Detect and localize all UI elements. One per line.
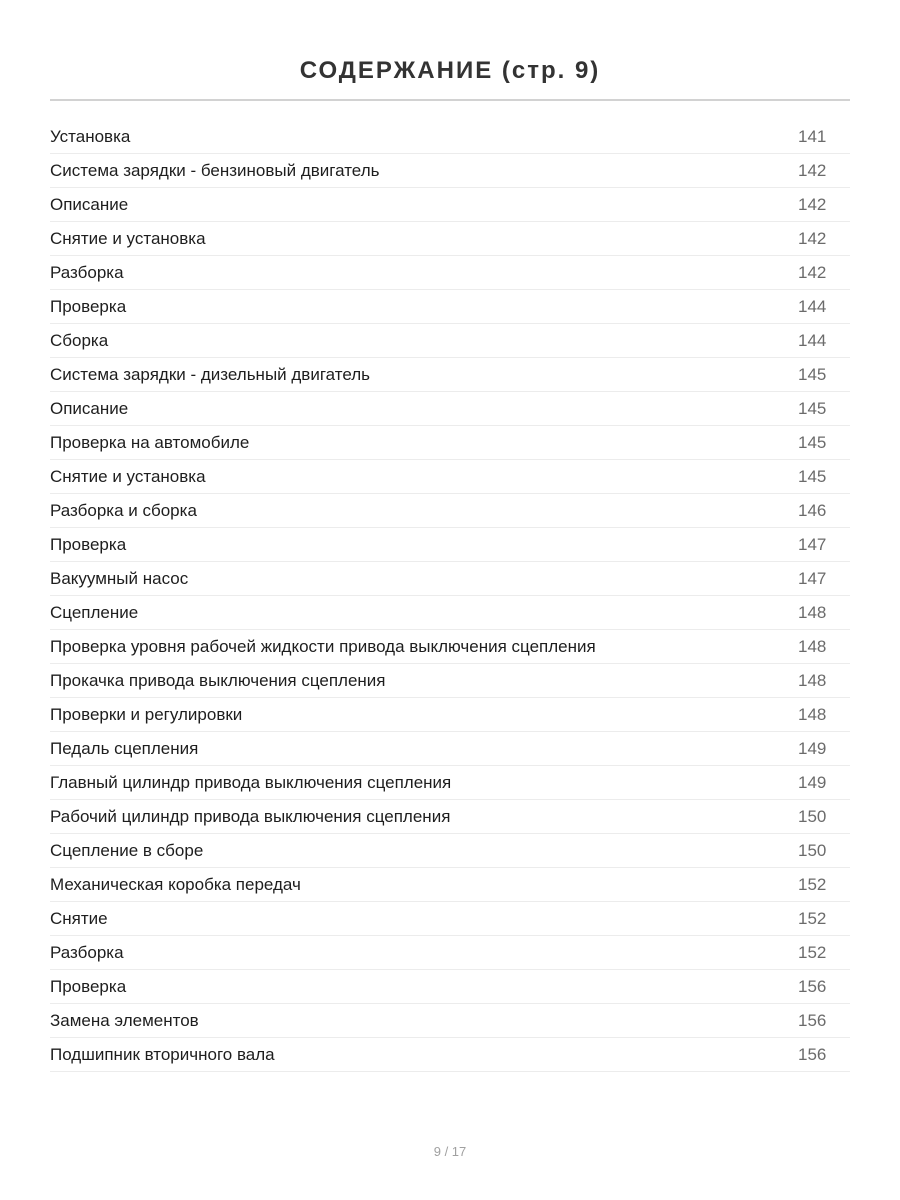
toc-entry-label: Подшипник вторичного вала bbox=[50, 1044, 275, 1064]
toc-entry[interactable] bbox=[50, 426, 850, 460]
toc-entry[interactable] bbox=[50, 290, 850, 324]
toc-entry-label: Снятие и установка bbox=[50, 228, 206, 248]
toc-entry-label: Прокачка привода выключения сцепления bbox=[50, 670, 386, 690]
page-title: СОДЕРЖАНИЕ (стр. 9) bbox=[299, 57, 601, 85]
toc-entry-page-number: 145 bbox=[798, 364, 827, 384]
toc-entry-page-number: 144 bbox=[798, 296, 827, 316]
toc-entry-label: Вакуумный насос bbox=[50, 568, 189, 588]
toc-entry[interactable] bbox=[50, 732, 850, 766]
toc-entry-label: Проверка bbox=[50, 534, 127, 554]
toc-entry-page-number: 142 bbox=[798, 228, 827, 248]
toc-list bbox=[50, 120, 850, 1072]
toc-entry-page-number: 148 bbox=[798, 704, 827, 724]
toc-entry-page-number: 156 bbox=[798, 1044, 827, 1064]
toc-entry-label: Разборка bbox=[50, 262, 124, 282]
toc-entry-page-number: 142 bbox=[798, 194, 827, 214]
toc-entry-label: Разборка и сборка bbox=[50, 500, 197, 520]
toc-entry-page-number: 141 bbox=[798, 126, 827, 146]
toc-entry-page-number: 147 bbox=[798, 568, 827, 588]
toc-entry-page-number: 156 bbox=[798, 1010, 827, 1030]
toc-entry-label: Сцепление в сборе bbox=[50, 840, 204, 860]
toc-entry[interactable] bbox=[50, 596, 850, 630]
toc-entry-label: Замена элементов bbox=[50, 1010, 199, 1030]
toc-entry-label: Педаль сцепления bbox=[50, 738, 199, 758]
toc-entry-page-number: 149 bbox=[798, 772, 827, 792]
toc-entry[interactable] bbox=[50, 664, 850, 698]
toc-entry-page-number: 147 bbox=[798, 534, 827, 554]
toc-entry-label: Рабочий цилиндр привода выключения сцепления bbox=[50, 806, 451, 826]
toc-entry[interactable] bbox=[50, 154, 850, 188]
toc-entry-label: Проверка bbox=[50, 976, 127, 996]
toc-entry[interactable] bbox=[50, 1038, 850, 1072]
toc-entry-label: Проверки и регулировки bbox=[50, 704, 243, 724]
toc-entry[interactable] bbox=[50, 222, 850, 256]
toc-entry-label: Система зарядки - бензиновый двигатель bbox=[50, 160, 380, 180]
toc-entry[interactable] bbox=[50, 630, 850, 664]
toc-entry[interactable] bbox=[50, 698, 850, 732]
toc-entry-page-number: 150 bbox=[798, 806, 827, 826]
toc-entry-label: Проверка уровня рабочей жидкости привода выключения сцепления bbox=[50, 636, 596, 656]
toc-entry-page-number: 145 bbox=[798, 398, 827, 418]
toc-entry-label: Разборка bbox=[50, 942, 124, 962]
toc-entry-label: Снятие и установка bbox=[50, 466, 206, 486]
toc-entry[interactable] bbox=[50, 358, 850, 392]
toc-entry[interactable] bbox=[50, 562, 850, 596]
toc-entry[interactable] bbox=[50, 256, 850, 290]
toc-entry[interactable] bbox=[50, 460, 850, 494]
toc-entry[interactable] bbox=[50, 528, 850, 562]
toc-entry[interactable] bbox=[50, 1004, 850, 1038]
toc-entry-page-number: 150 bbox=[798, 840, 827, 860]
toc-entry-page-number: 149 bbox=[798, 738, 827, 758]
toc-entry-page-number: 142 bbox=[798, 160, 827, 180]
toc-entry[interactable] bbox=[50, 324, 850, 358]
toc-entry-page-number: 148 bbox=[798, 602, 827, 622]
toc-entry-label: Механическая коробка передач bbox=[50, 874, 301, 894]
toc-entry-page-number: 145 bbox=[798, 432, 827, 452]
toc-entry-label: Снятие bbox=[50, 908, 108, 928]
toc-entry-page-number: 148 bbox=[798, 636, 827, 656]
toc-entry[interactable] bbox=[50, 766, 850, 800]
toc-entry-page-number: 144 bbox=[798, 330, 827, 350]
toc-entry-label: Установка bbox=[50, 126, 131, 146]
toc-entry[interactable] bbox=[50, 834, 850, 868]
toc-entry[interactable] bbox=[50, 494, 850, 528]
toc-entry-page-number: 146 bbox=[798, 500, 827, 520]
toc-entry[interactable] bbox=[50, 188, 850, 222]
toc-entry-label: Проверка на автомобиле bbox=[50, 432, 250, 452]
toc-entry[interactable] bbox=[50, 902, 850, 936]
toc-entry[interactable] bbox=[50, 936, 850, 970]
toc-entry-page-number: 152 bbox=[798, 874, 827, 894]
toc-entry-label: Система зарядки - дизельный двигатель bbox=[50, 364, 370, 384]
toc-entry-label: Описание bbox=[50, 398, 129, 418]
toc-entry-label: Сборка bbox=[50, 330, 109, 350]
toc-entry[interactable] bbox=[50, 800, 850, 834]
toc-entry[interactable] bbox=[50, 120, 850, 154]
toc-entry-page-number: 142 bbox=[798, 262, 827, 282]
toc-entry-page-number: 156 bbox=[798, 976, 827, 996]
toc-entry[interactable] bbox=[50, 868, 850, 902]
toc-entry-label: Сцепление bbox=[50, 602, 139, 622]
toc-entry-label: Описание bbox=[50, 194, 129, 214]
toc-entry[interactable] bbox=[50, 970, 850, 1004]
toc-entry-label: Проверка bbox=[50, 296, 127, 316]
page-indicator: 9 / 17 bbox=[433, 1144, 467, 1159]
toc-entry-page-number: 152 bbox=[798, 908, 827, 928]
toc-entry-page-number: 148 bbox=[798, 670, 827, 690]
toc-entry[interactable] bbox=[50, 392, 850, 426]
toc-entry-page-number: 145 bbox=[798, 466, 827, 486]
title-divider bbox=[50, 99, 850, 101]
toc-entry-page-number: 152 bbox=[798, 942, 827, 962]
toc-entry-label: Главный цилиндр привода выключения сцепления bbox=[50, 772, 452, 792]
